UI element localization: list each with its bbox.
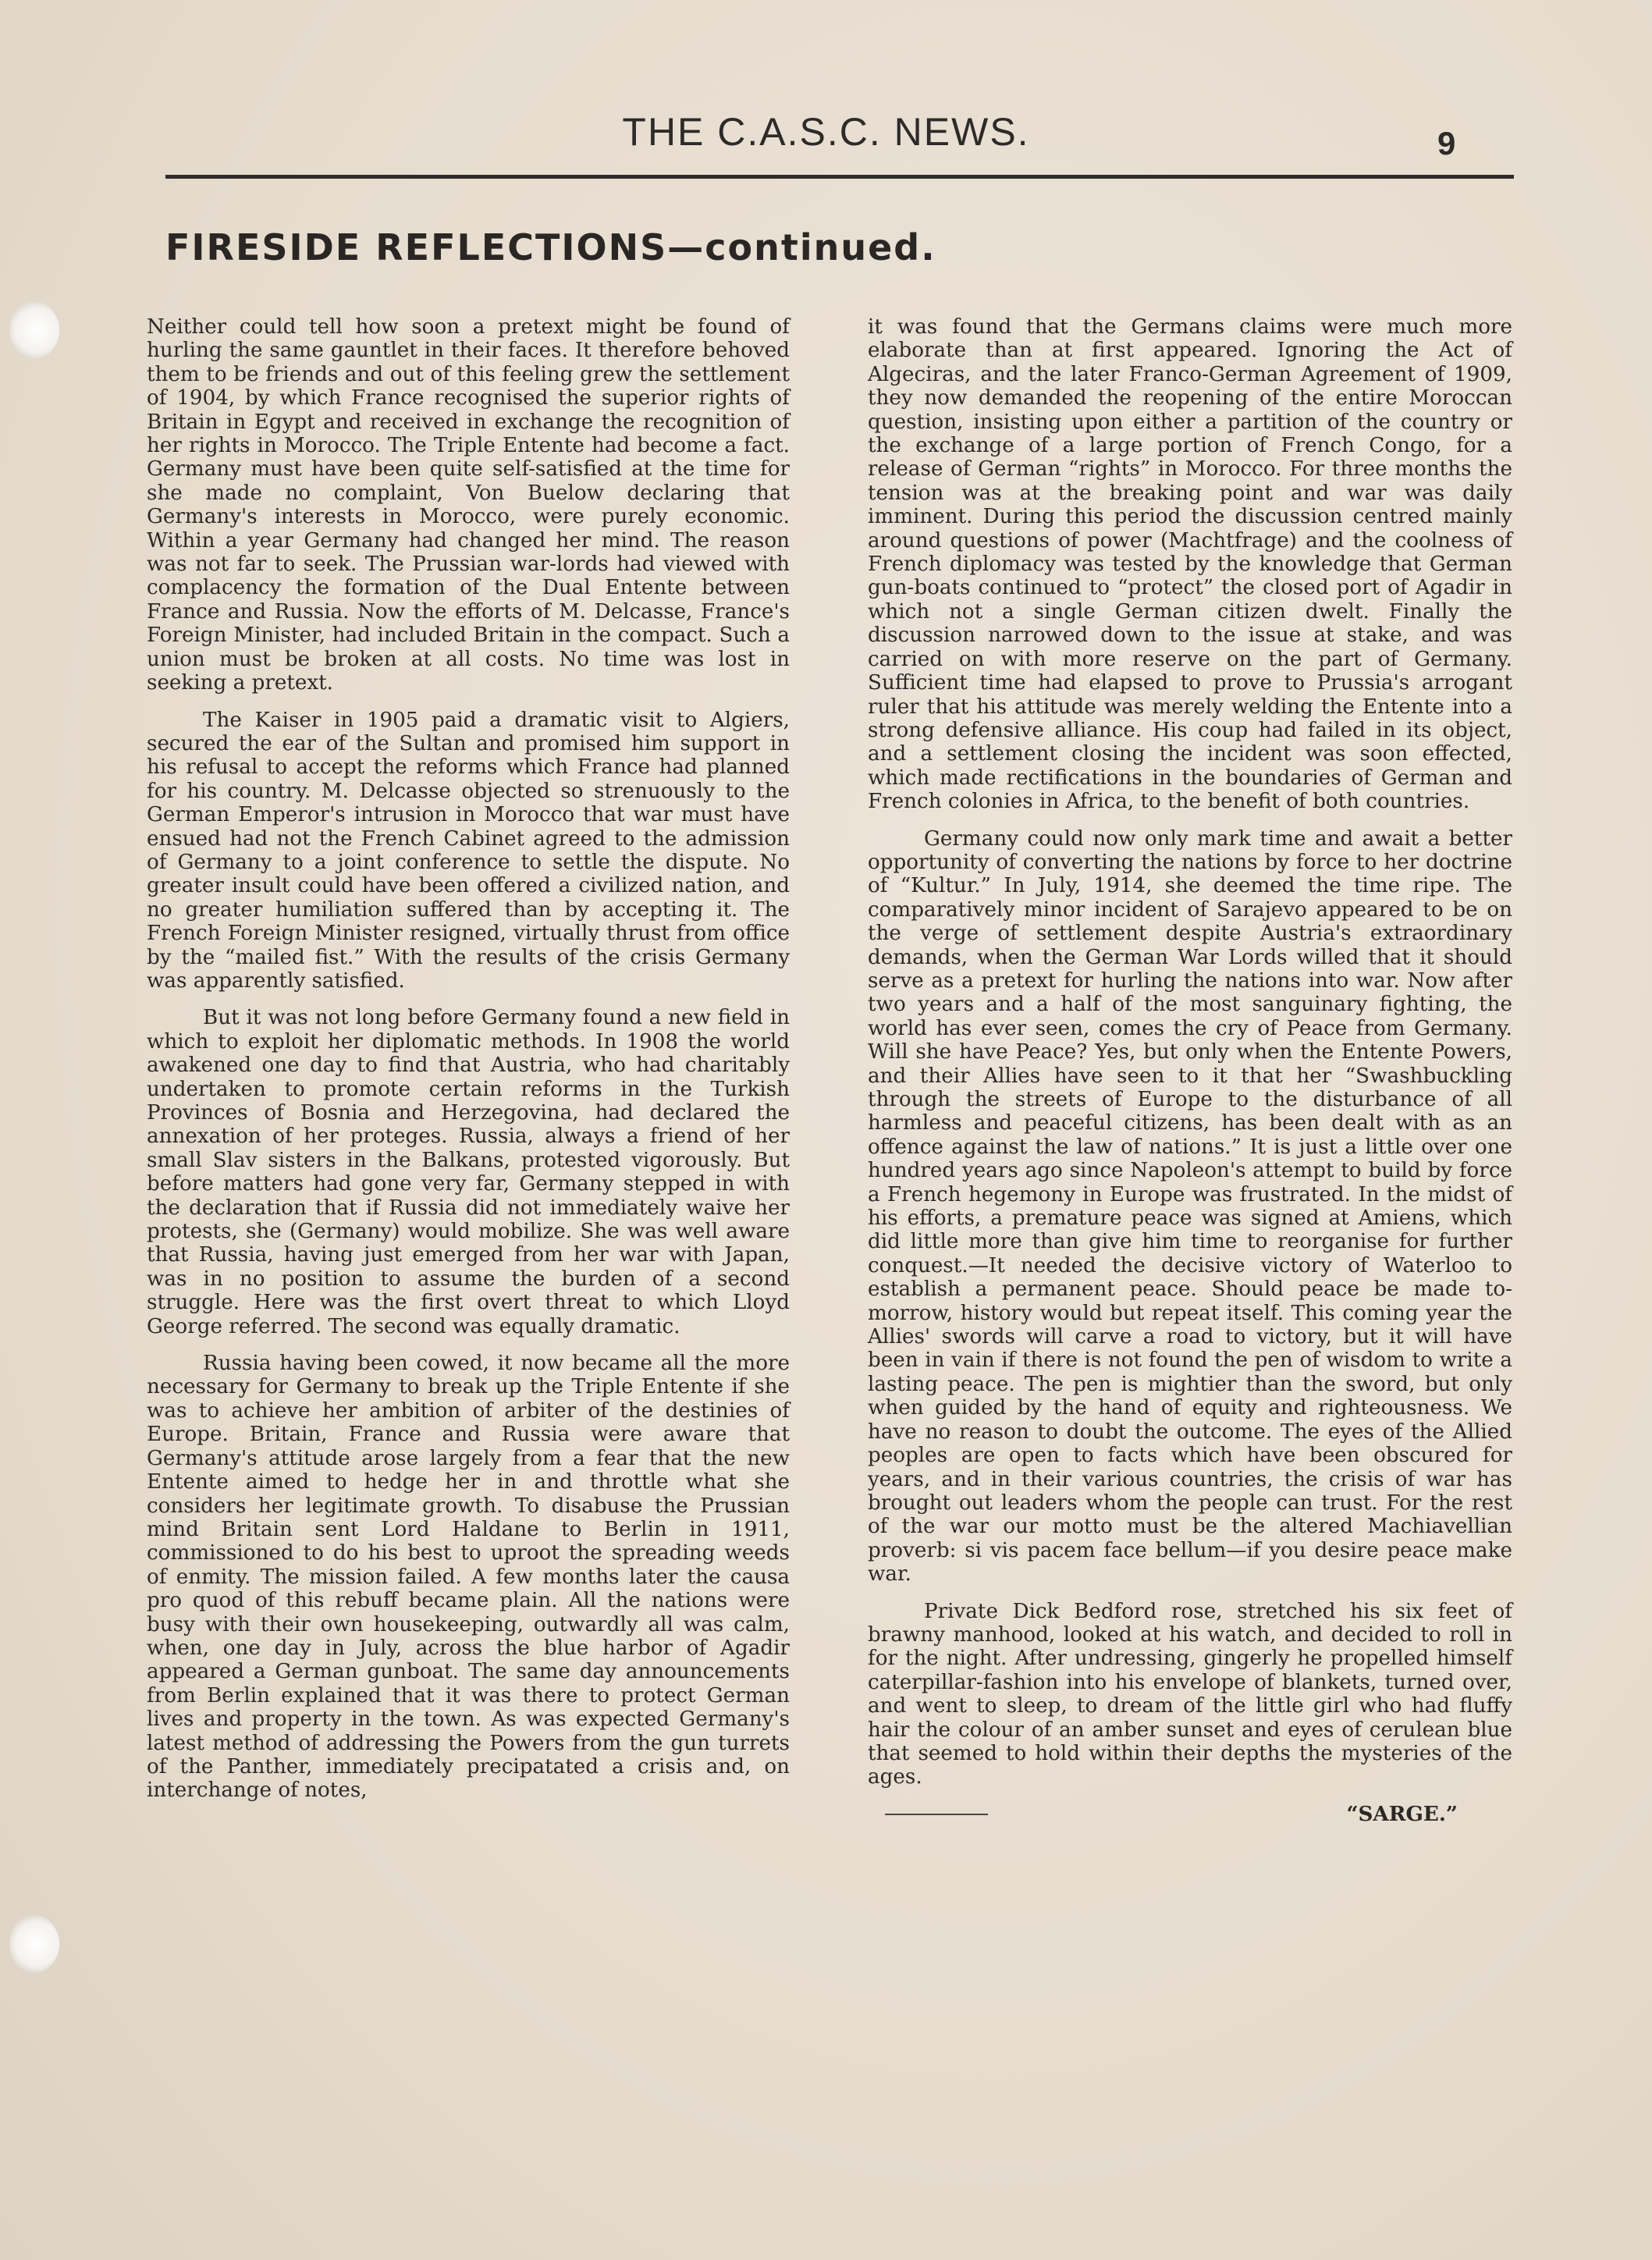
divider bbox=[885, 1814, 988, 1815]
punch-hole bbox=[9, 1915, 59, 1973]
paragraph: it was found that the Germans claims were much more elaborate than at first appeared. Ignoring the Act of Algeciras, and the later Franco-German Agreement of 1909, they now demanded the reopening of the entire Moroccan question, insisting upon either a partition of the country or the exchange of a large portion of French Congo, for a release of German “rights” in Morocco. For three months the tension was at the breaking point and war was daily imminent. During this period the discussion centred mainly around questions of power (Machtfrage) and the coolness of French diplomacy was tested by the knowledge that German gun-boats continued to “protect” the closed port of Agadir in which not a single German citizen dwelt. Finally the discussion narrowed down to the issue at stake, and was carried on with more reserve on the part of Germany. Sufficient time had elapsed to prove to Prussia's arrogant ruler that his attitude was merely welding the Entente into a strong defensive alliance. His coup had failed in its object, and a settlement closing the incident was soon effected, which made rectifications in the boundaries of German and French colonies in Africa, to the benefit of both countries. bbox=[868, 315, 1512, 814]
paragraph: The Kaiser in 1905 paid a dramatic visit to Algiers, secured the ear of the Sultan and promised him support in his refusal to accept the reforms which France had planned for his country. M. Delcasse objected so strenuously to the German Emperor's intrusion in Morocco that war must have ensued had not the French Cabinet agreed to the admission of Germany to a joint conference to settle the dispute. No greater insult could have been offered a civilized nation, and no greater humiliation suffered than by accepting it. The French Foreign Minister resigned, virtually thrust from office by the “mailed fist.” With the results of the crisis Germany was apparently satisfied. bbox=[147, 708, 790, 993]
paragraph: Russia having been cowed, it now became all the more necessary for Germany to break up the Triple Entente if she was to achieve her ambition of arbiter of the destinies of Europe. Britain, France and Russia were aware that Germany's attitude arose largely from a fear that the new Entente aimed to hedge her in and throttle what she considers her legitimate growth. To disabuse the Prussian mind Britain sent Lord Haldane to Berlin in 1911, commissioned to do his best to uproot the spreading weeds of enmity. The mission failed. A few months later the causa pro quod of this rebuff became plain. All the nations were busy with their own housekeeping, outwardly all was calm, when, one day in July, across the blue harbor of Agadir appeared a German gunboat. The same day announcements from Berlin explained that it was there to protect German lives and property in the town. As was expected Germany's latest method of addressing the Powers from the gun turrets of the Panther, immediately precipatated a crisis and, on interchange of notes, bbox=[147, 1352, 790, 1803]
left-column bbox=[147, 315, 790, 1816]
paragraph: Neither could tell how soon a pretext might be found of hurling the same gauntlet in their faces. It therefore behoved them to be friends and out of this feeling grew the settlement of 1904, by which France recognised the superior rights of Britain in Egypt and received in exchange the recognition of her rights in Morocco. The Triple Entente had become a fact. Germany must have been quite self-satisfied at the time for she made no complaint, Von Buelow declaring that Germany's interests in Morocco, were purely economic. Within a year Germany had changed her mind. The reason was not far to seek. The Prussian war-lords had viewed with complacency the formation of the Dual Entente between France and Russia. Now the efforts of M. Delcasse, France's Foreign Minister, had included Britain in the compact. Such a union must be broken at all costs. No time was lost in seeking a pretext. bbox=[147, 315, 790, 695]
signature-line bbox=[868, 1803, 1512, 1826]
page-number: 9 bbox=[1437, 125, 1456, 162]
right-column bbox=[868, 315, 1512, 1826]
article-title: FIRESIDE REFLECTIONS—continued. bbox=[165, 226, 936, 268]
punch-hole bbox=[9, 301, 59, 359]
author-signature: “SARGE.” bbox=[1346, 1801, 1458, 1826]
paragraph: Germany could now only mark time and await a better opportunity of converting the nations by force to her doctrine of “Kultur.” In July, 1914, she deemed the time ripe. The comparatively minor incident of Sarajevo appeared to be on the verge of settlement despite Austria's extraordinary demands, when the German War Lords willed that it should serve as a pretext for hurling the nations into war. Now after two years and a half of the most sanguinary fighting, the world has ever seen, comes the cry of Peace from Germany. Will she have Peace? Yes, but only when the Entente Powers, and their Allies have seen to it that her “Swashbuckling through the streets of Europe to the disturbance of all harmless and peaceful citizens, has been dealt with as an offence against the law of nations.” It is just a little over one hundred years ago since Napoleon's attempt to build by force a French hegemony in Europe was frustrated. In the midst of his efforts, a premature peace was signed at Amiens, which did little more than give him time to reorganise for further conquest.—It needed the decisive victory of Waterloo to establish a permanent peace. Should peace be made to-morrow, history would but repeat itself. This coming year the Allies' swords will carve a road to victory, but it will have been in vain if there is not found the pen of wisdom to write a lasting peace. The pen is mightier than the sword, but only when guided by the hand of equity and righteousness. We have no reason to doubt the outcome. The eyes of the Allied peoples are open to facts which have been obscured for years, and in their various countries, the crisis of war has brought out leaders whom the people can trust. For the rest of the war our motto must be the altered Machiavellian proverb: si vis pacem face bellum—if you desire peace make war. bbox=[868, 826, 1512, 1587]
paragraph: Private Dick Bedford rose, stretched his six feet of brawny manhood, looked at his watch, and decided to roll in for the night. After undressing, gingerly he propelled himself caterpillar-fashion into his envelope of blankets, turned over, and went to sleep, to dream of the little girl who had fluffy hair the colour of an amber sunset and eyes of cerulean blue that seemed to hold within their depths the mysteries of the ages. bbox=[868, 1599, 1512, 1789]
publication-title: THE C.A.S.C. NEWS. bbox=[622, 110, 1030, 154]
header-rule bbox=[165, 175, 1514, 179]
paragraph: But it was not long before Germany found a new field in which to exploit her diplomatic methods. In 1908 the world awakened one day to find that Austria, who had charitably undertaken to promote certain reforms in the Turkish Provinces of Bosnia and Herzegovina, had declared the annexation of her proteges. Russia, always a friend of her small Slav sisters in the Balkans, protested vigorously. But before matters had gone very far, Germany stepped in with the declaration that if Russia did not immediately waive her protests, she (Germany) would mobilize. She was well aware that Russia, having just emerged from her war with Japan, was in no position to assume the burden of a second struggle. Here was the first overt threat to which Lloyd George referred. The second was equally dramatic. bbox=[147, 1006, 790, 1338]
